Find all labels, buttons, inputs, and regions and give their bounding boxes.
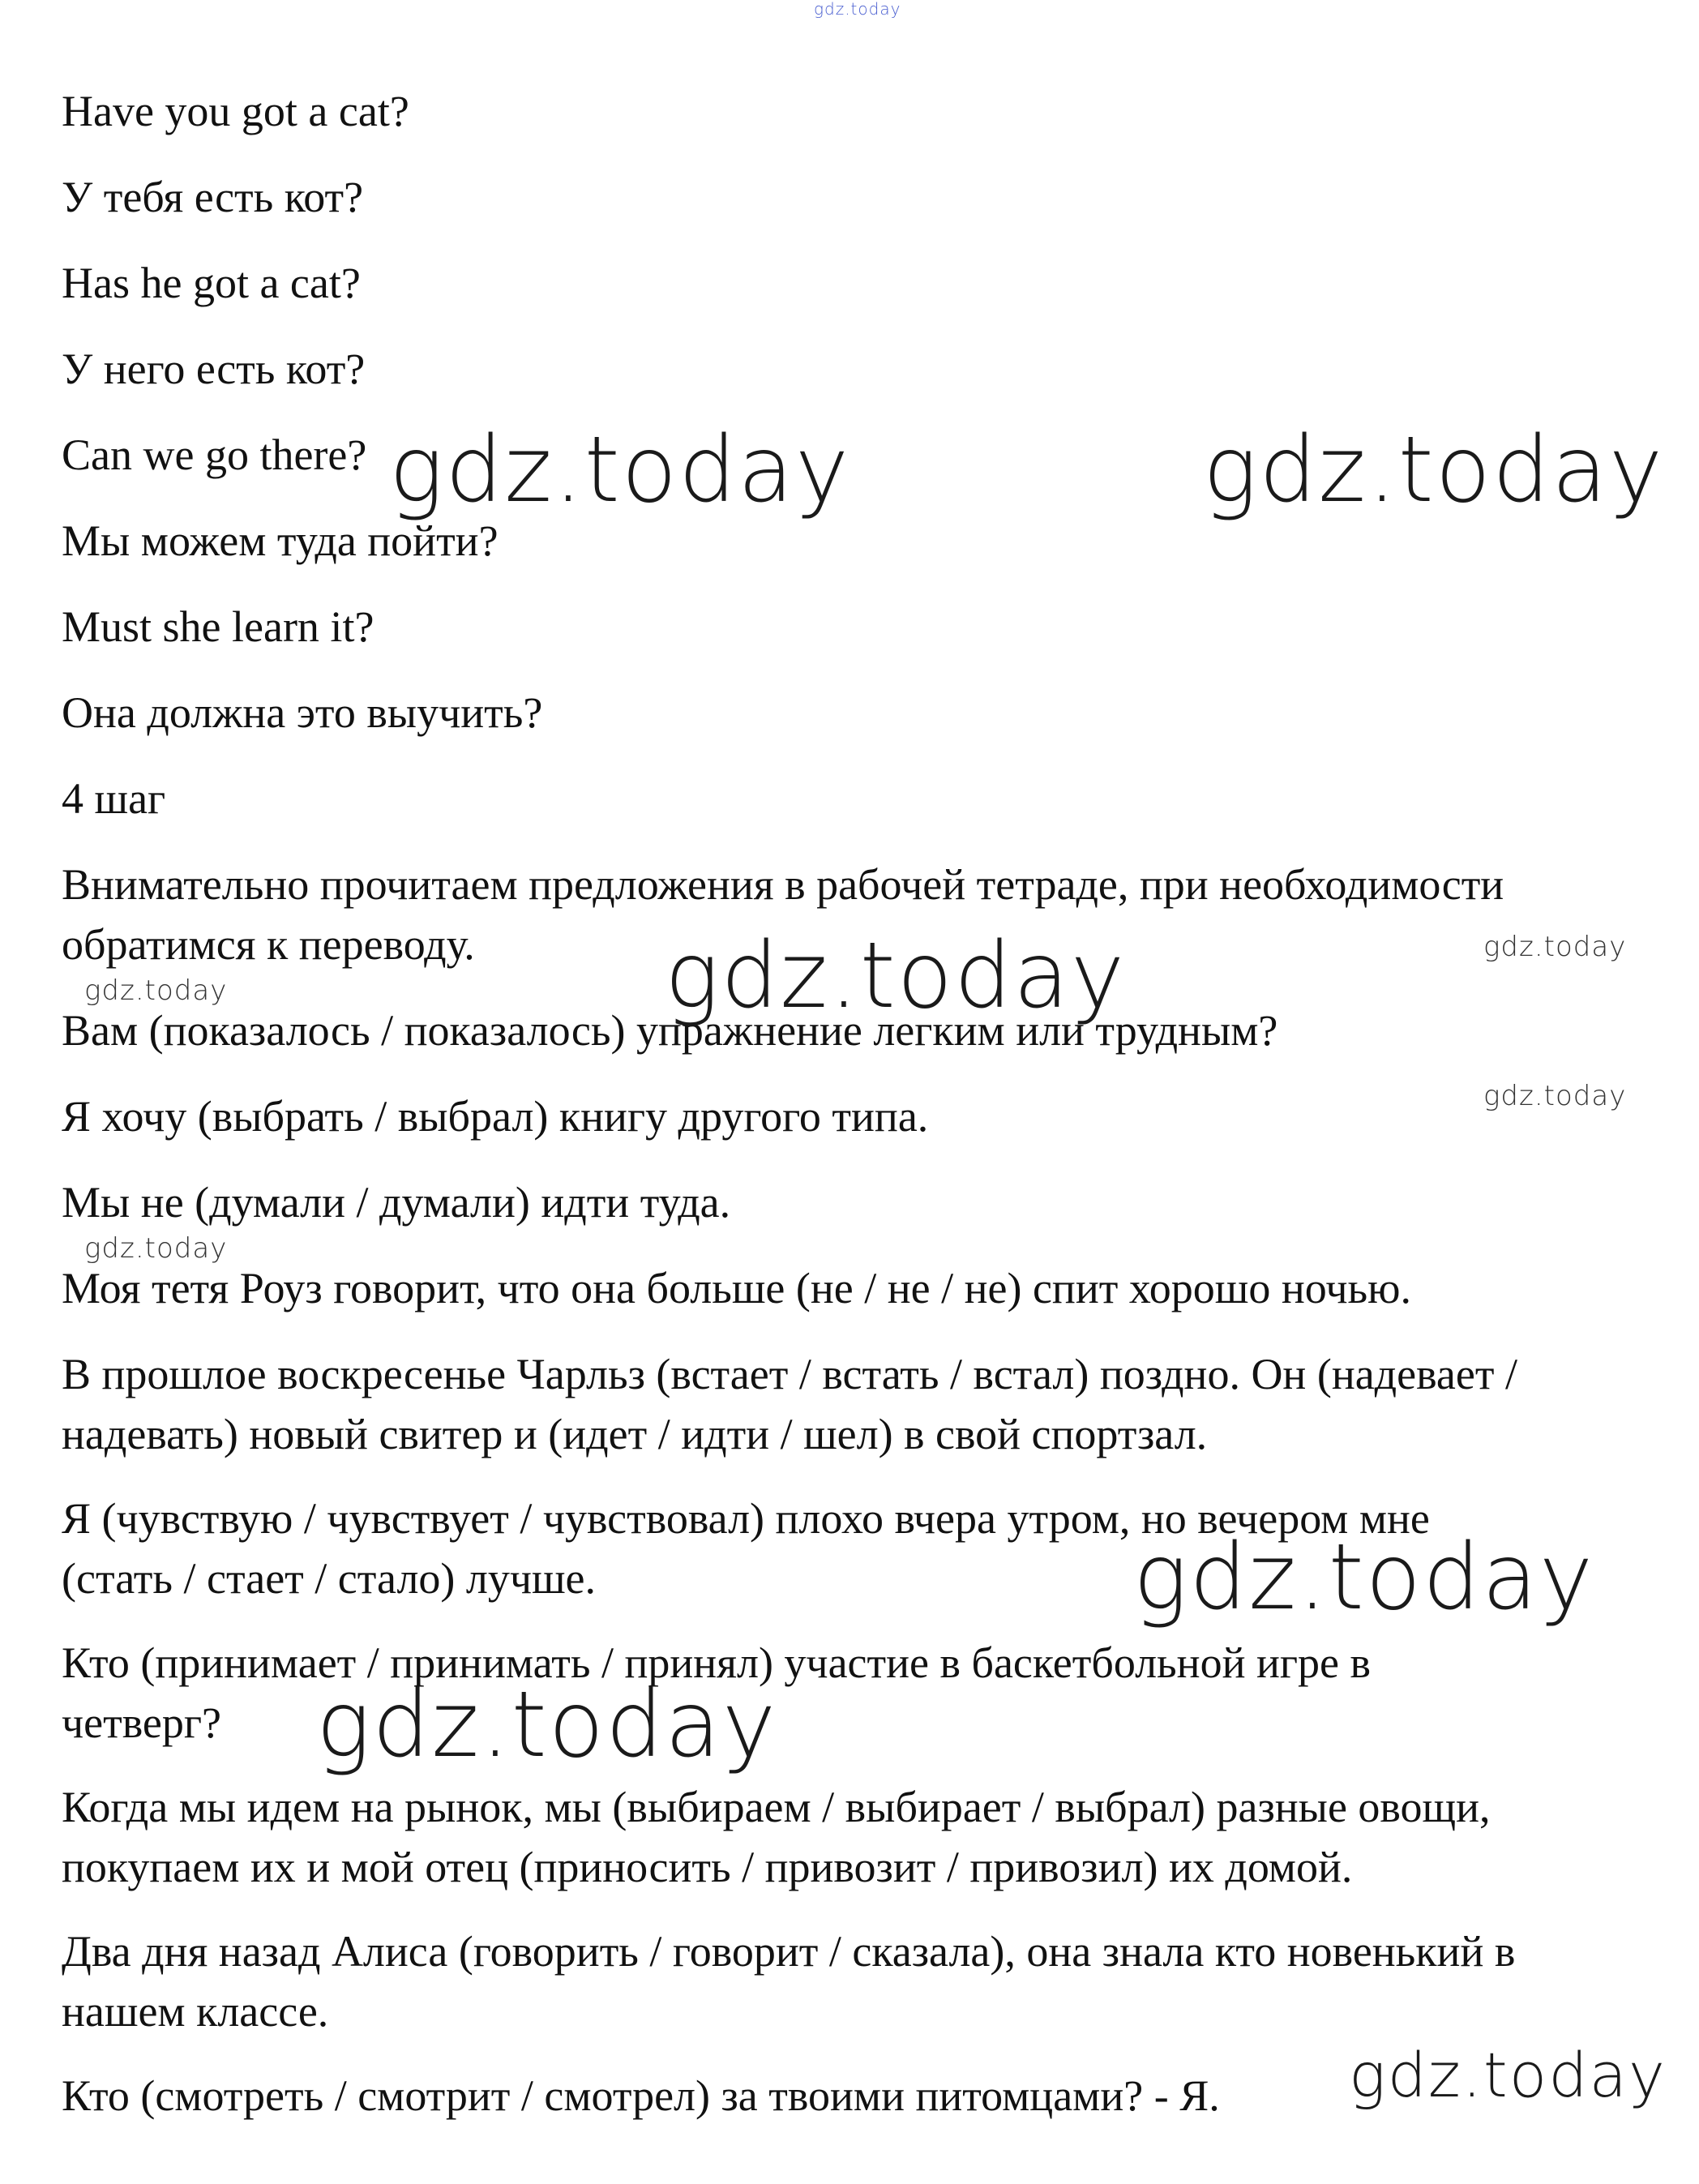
text-line-15: Моя тетя Роуз говорит, что она больше (не / не / не) спит хорошо ночью. [62,1264,1411,1313]
text-line-9: 4 шаг [62,774,166,823]
watermark-large: gdz.today [1203,418,1665,523]
watermark-small: gdz.today [1483,931,1627,963]
text-line-17: надевать) новый свитер и (идет / идти / шел) в свой спортзал. [62,1410,1208,1458]
text-line-13: Я хочу (выбрать / выбрал) книгу другого типа. [62,1092,929,1141]
text-line-19: (стать / стает / стало) лучше. [62,1554,597,1603]
watermark-small: gdz.today [84,974,228,1007]
text-line-12: Вам (показалось / показалось) упражнение легким или трудным? [62,1006,1278,1055]
watermark-small: gdz.today [84,1232,228,1265]
text-line-8: Она должна это выучить? [62,688,543,737]
text-line-23: покупаем их и мой отец (приносить / привозит / привозил) их домой. [62,1843,1353,1891]
text-line-18: Я (чувствую / чувствует / чувствовал) плохо вчера утром, но вечером мне [62,1494,1430,1543]
text-line-5: Can we go there? [62,430,367,479]
text-line-14: Мы не (думали / думали) идти туда. [62,1178,731,1227]
watermark-top: gdz.today [814,0,901,19]
watermark-large: gdz.today [316,1672,778,1778]
text-line-3: Has he got a cat? [62,259,361,307]
text-line-6: Мы можем туда пойти? [62,516,499,565]
text-line-4: У него есть кот? [62,345,366,393]
watermark-large: gdz.today [389,418,851,523]
text-line-21: четверг? [62,1698,221,1747]
watermark-large: gdz.today [1133,1525,1595,1630]
text-line-16: В прошлое воскресенье Чарльз (встает / встать / встал) поздно. Он (надевает / [62,1350,1517,1398]
text-line-24: Два дня назад Алиса (говорить / говорит / сказала), она знала кто новенький в [62,1927,1516,1976]
text-line-26: Кто (смотреть / смотрит / смотрел) за твоими питомцами? - Я. [62,2071,1220,2120]
watermark-large: gdz.today [1349,2039,1667,2111]
watermark-small: gdz.today [1483,1080,1627,1112]
text-line-11: обратимся к переводу. [62,920,475,969]
text-line-20: Кто (принимает / принимать / принял) участие в баскетбольной игре в [62,1638,1371,1687]
watermark-large: gdz.today [665,923,1127,1029]
text-line-1: Have you got a cat? [62,87,409,135]
text-line-2: У тебя есть кот? [62,173,364,221]
text-line-7: Must she learn it? [62,602,374,651]
text-line-22: Когда мы идем на рынок, мы (выбираем / выбирает / выбрал) разные овощи, [62,1783,1491,1831]
text-line-10: Внимательно прочитаем предложения в рабочей тетраде, при необходимости [62,860,1504,909]
text-line-25: нашем классе. [62,1987,329,2036]
